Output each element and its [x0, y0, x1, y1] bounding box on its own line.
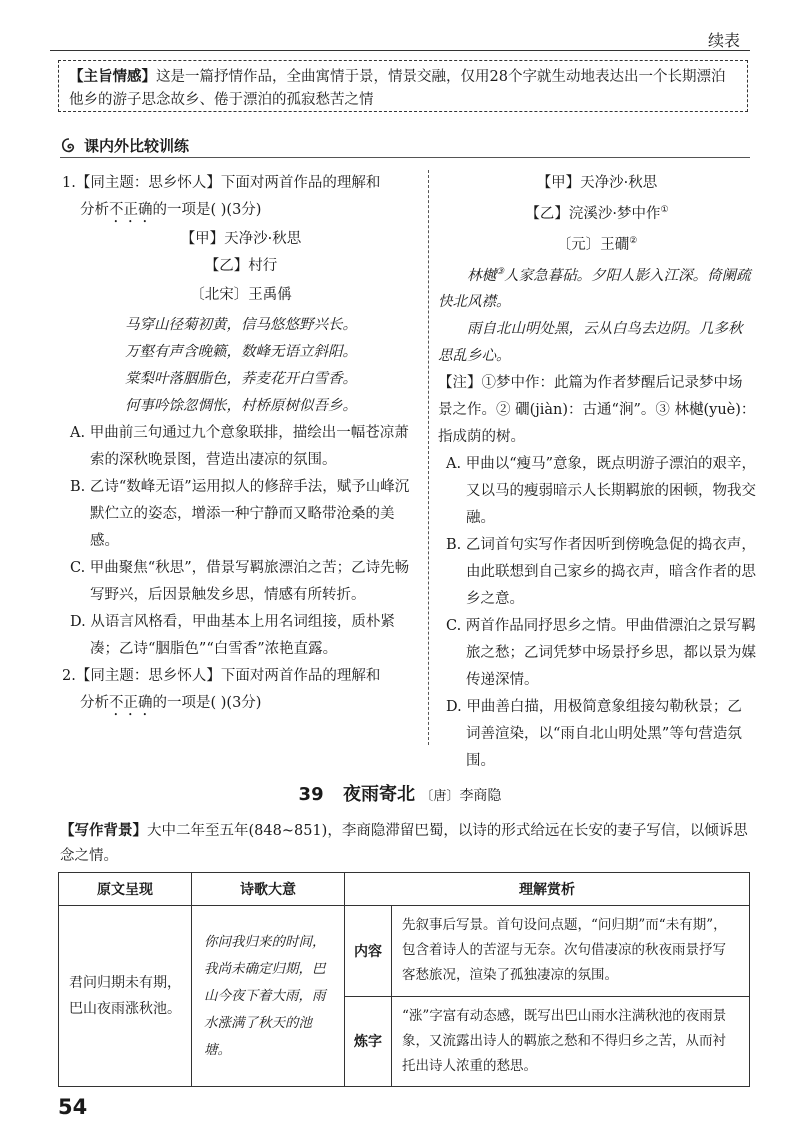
question-2-material	[438, 170, 756, 775]
poem-line: 万壑有声含晚籁，数峰无语立斜阳。	[125, 344, 357, 360]
poem-line: 棠梨叶落胭脂色，荞麦花开白雪香。	[125, 371, 357, 387]
q2-poem-text-1: 林樾③人家急暮砧。夕阳人影入江深。倚阑疏快北风襟。	[438, 266, 751, 311]
column-divider	[428, 170, 429, 745]
poem-meaning: 你问我归来的时间，我尚未确定归期，巴山今夜下着大雨，雨水涨满了秋天的池塘。	[192, 906, 345, 1087]
q1-stem: 1.【同主题：思乡怀人】下面对两首作品的理解和	[62, 175, 381, 191]
writing-background	[60, 818, 750, 869]
background-label: 【写作背景】	[60, 822, 147, 839]
poem-number: 39	[298, 784, 324, 805]
q2-stem: 2.【同主题：思乡怀人】下面对两首作品的理解和	[62, 668, 381, 684]
poem-title: 夜雨寄北	[343, 784, 416, 805]
q1-option-b: B. 乙诗“数峰无语”运用拟人的修辞手法，赋予山峰沉默伫立的姿态，增添一种宁静而又略带沧桑的美感。	[70, 479, 410, 549]
continued-label: 续表	[707, 31, 740, 50]
q1-poem-b-title: 【乙】村行	[204, 258, 278, 274]
section-rule	[60, 157, 750, 158]
question-1	[62, 170, 420, 719]
q2-poem-text-2: 雨自北山明处黑，云从白鸟去边阴。几多秋思乱乡心。	[438, 321, 743, 365]
analysis-table	[58, 872, 750, 1087]
row-label: 炼字	[345, 996, 392, 1087]
theme-label: 【主旨情感】	[69, 68, 156, 85]
q1-option-a: A. 甲曲前三句通过九个意象联排，描绘出一幅苍凉萧索的深秋晚景图，营造出凄凉的氛围。	[70, 425, 409, 468]
row-analysis: “涨”字富有动态感，既写出巴山雨水注满秋池的夜雨景象，又流露出诗人的羁旅之愁和不得归乡之苦，从而衬托出诗人浓重的愁思。	[392, 996, 750, 1087]
table-header: 诗歌大意	[192, 873, 345, 906]
background-text: 大中二年至五年(848~851)，李商隐滞留巴蜀，以诗的形式给远在长安的妻子写信，以倾诉思念之情。	[60, 823, 748, 864]
q2-note: 【注】①梦中作：此篇为作者梦醒后记录梦中场景之作。② 礀(jiàn)：古通“涧”。③ 林樾(yuè)：指成荫的树。	[438, 375, 756, 446]
q2-option-a: A. 甲曲以“瘦马”意象，既点明游子漂泊的艰辛，又以马的瘦弱暗示人长期羁旅的困顿，物我交融。	[446, 456, 757, 527]
q2-poem-b-title: 【乙】浣溪沙·梦中作①	[525, 205, 669, 222]
header-rule	[50, 50, 750, 51]
q2-poem-b-author: 〔元〕王礀②	[556, 235, 638, 253]
original-text: 君问归期未有期，巴山夜雨涨秋池。	[59, 906, 192, 1087]
row-analysis: 先叙事后写景。首句设问点题，“问归期”而“未有期”，包含着诗人的苦涩与无奈。次句借凄凉的秋夜雨景抒写客愁旅况，渲染了孤独凄凉的氛围。	[392, 906, 750, 997]
q2-option-b: B. 乙词首句实写作者因听到傍晚急促的捣衣声，由此联想到自己家乡的捣衣声，暗含作者的思乡之意。	[446, 537, 756, 608]
section-title: 课内外比较训练	[84, 137, 190, 155]
table-header-row	[59, 873, 750, 906]
table-row	[59, 906, 750, 997]
theme-text: 这是一篇抒情作品，全曲寓情于景，情景交融，仅用28个字就生动地表达出一个长期漂泊他乡的游子思念故乡、倦于漂泊的孤寂愁苦之情	[69, 69, 726, 108]
poem-heading	[0, 780, 800, 806]
theme-box	[58, 60, 748, 112]
q1-poem-a-title: 【甲】天净沙·秋思	[180, 231, 302, 247]
q2-option-c: C. 两首作品同抒思乡之情。甲曲借漂泊之景写羁旅之愁；乙词凭梦中场景抒乡思，都以景为媒传递深情。	[446, 618, 756, 689]
q2-stem-line2: 分析不正确的一项是( )(3分)	[80, 695, 262, 711]
table-header: 理解赏析	[345, 873, 750, 906]
q1-stem-line2: 分析不正确的一项是( )(3分)	[80, 202, 262, 218]
q1-option-c: C. 甲曲聚焦“秋思”，借景写羁旅漂泊之苦；乙诗先畅写野兴，后因景触发乡思，情感有所转折。	[70, 560, 410, 603]
poem-dynasty: 〔唐〕	[420, 789, 460, 804]
page-number: 54	[58, 1095, 88, 1119]
q1-option-d: D. 从语言风格看，甲曲基本上用名词组接，质朴紧凑；乙诗“胭脂色”“白雪香”浓艳直露。	[70, 614, 395, 657]
poem-author: 李商隐	[459, 788, 502, 804]
poem-line: 何事吟馀忽惆怅，村桥原树似吾乡。	[125, 398, 357, 414]
poem-line: 马穿山径菊初黄，信马悠悠野兴长。	[125, 317, 357, 333]
q1-poem-b-author: 〔北宋〕王禹偁	[190, 287, 292, 303]
q2-option-d: D. 甲曲善白描，用极简意象组接勾勒秋景；乙词善渲染，以“雨自北山明处黑”等句营造氛围。	[446, 699, 742, 770]
swirl-icon	[60, 137, 78, 155]
section-heading	[60, 135, 189, 156]
table-header: 原文呈现	[59, 873, 192, 906]
q2-poem-a-title: 【甲】天净沙·秋思	[536, 175, 658, 191]
row-label: 内容	[345, 906, 392, 997]
